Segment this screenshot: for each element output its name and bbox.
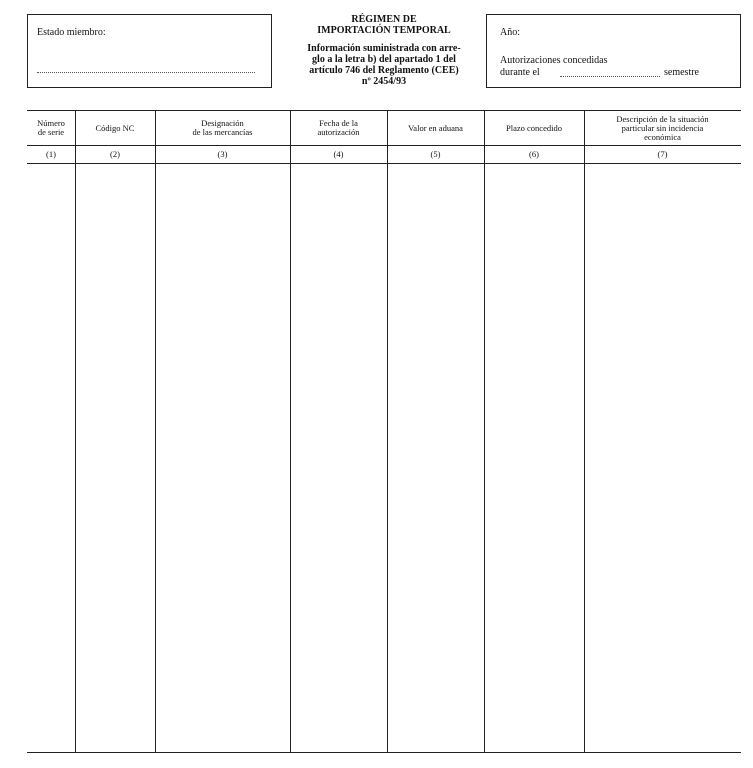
table-number-rule [27,163,741,164]
table-bottom-rule [27,752,741,753]
authorizations-suffix: semestre [664,67,699,78]
regime-title-line2: IMPORTACIÓN TEMPORAL [317,25,451,36]
table-divider-2 [155,110,156,752]
col-number-4: (4) [333,149,344,159]
table-divider-6 [584,110,585,752]
info-line-4: nº 2454/93 [361,76,407,87]
member-state-box [27,14,272,88]
authorizations-line1: Autorizaciones concedidas [500,55,608,66]
col-header-situation-description: Descripción de la situación particular sin incidencia económica [616,113,709,142]
col-number-2: (2) [110,149,120,159]
semester-fill-line [560,76,660,77]
table-divider-5 [484,110,485,752]
table-divider-3 [290,110,291,752]
year-label: Año: [500,27,520,38]
col-header-authorization-date: Fecha de la autorización [317,118,360,137]
col-header-goods-designation: Designación de las mercancías [192,118,253,137]
col-header-nc-code: Código NC [95,122,135,133]
table-divider-4 [387,110,388,752]
info-line-2: glo a la letra b) del apartado 1 del [312,54,456,65]
regime-title-line1: RÉGIMEN DE [351,14,417,25]
col-header-serial-number: Número de serie [37,118,65,137]
col-number-5: (5) [430,149,441,159]
col-header-period-granted: Plazo concedido [506,122,562,133]
col-number-3: (3) [217,149,228,159]
authorizations-prefix: durante el [500,67,540,78]
table-header-rule [27,145,741,146]
col-header-customs-value: Valor en aduana [408,122,463,133]
table-divider-1 [75,110,76,752]
member-state-fill-line [37,72,255,73]
info-line-1: Información suministrada con arre- [307,43,461,54]
member-state-label: Estado miembro: [37,27,106,38]
col-number-1: (1) [46,149,56,159]
col-number-6: (6) [529,149,539,159]
info-line-3: artículo 746 del Reglamento (CEE) [309,65,459,76]
col-number-7: (7) [657,149,668,159]
